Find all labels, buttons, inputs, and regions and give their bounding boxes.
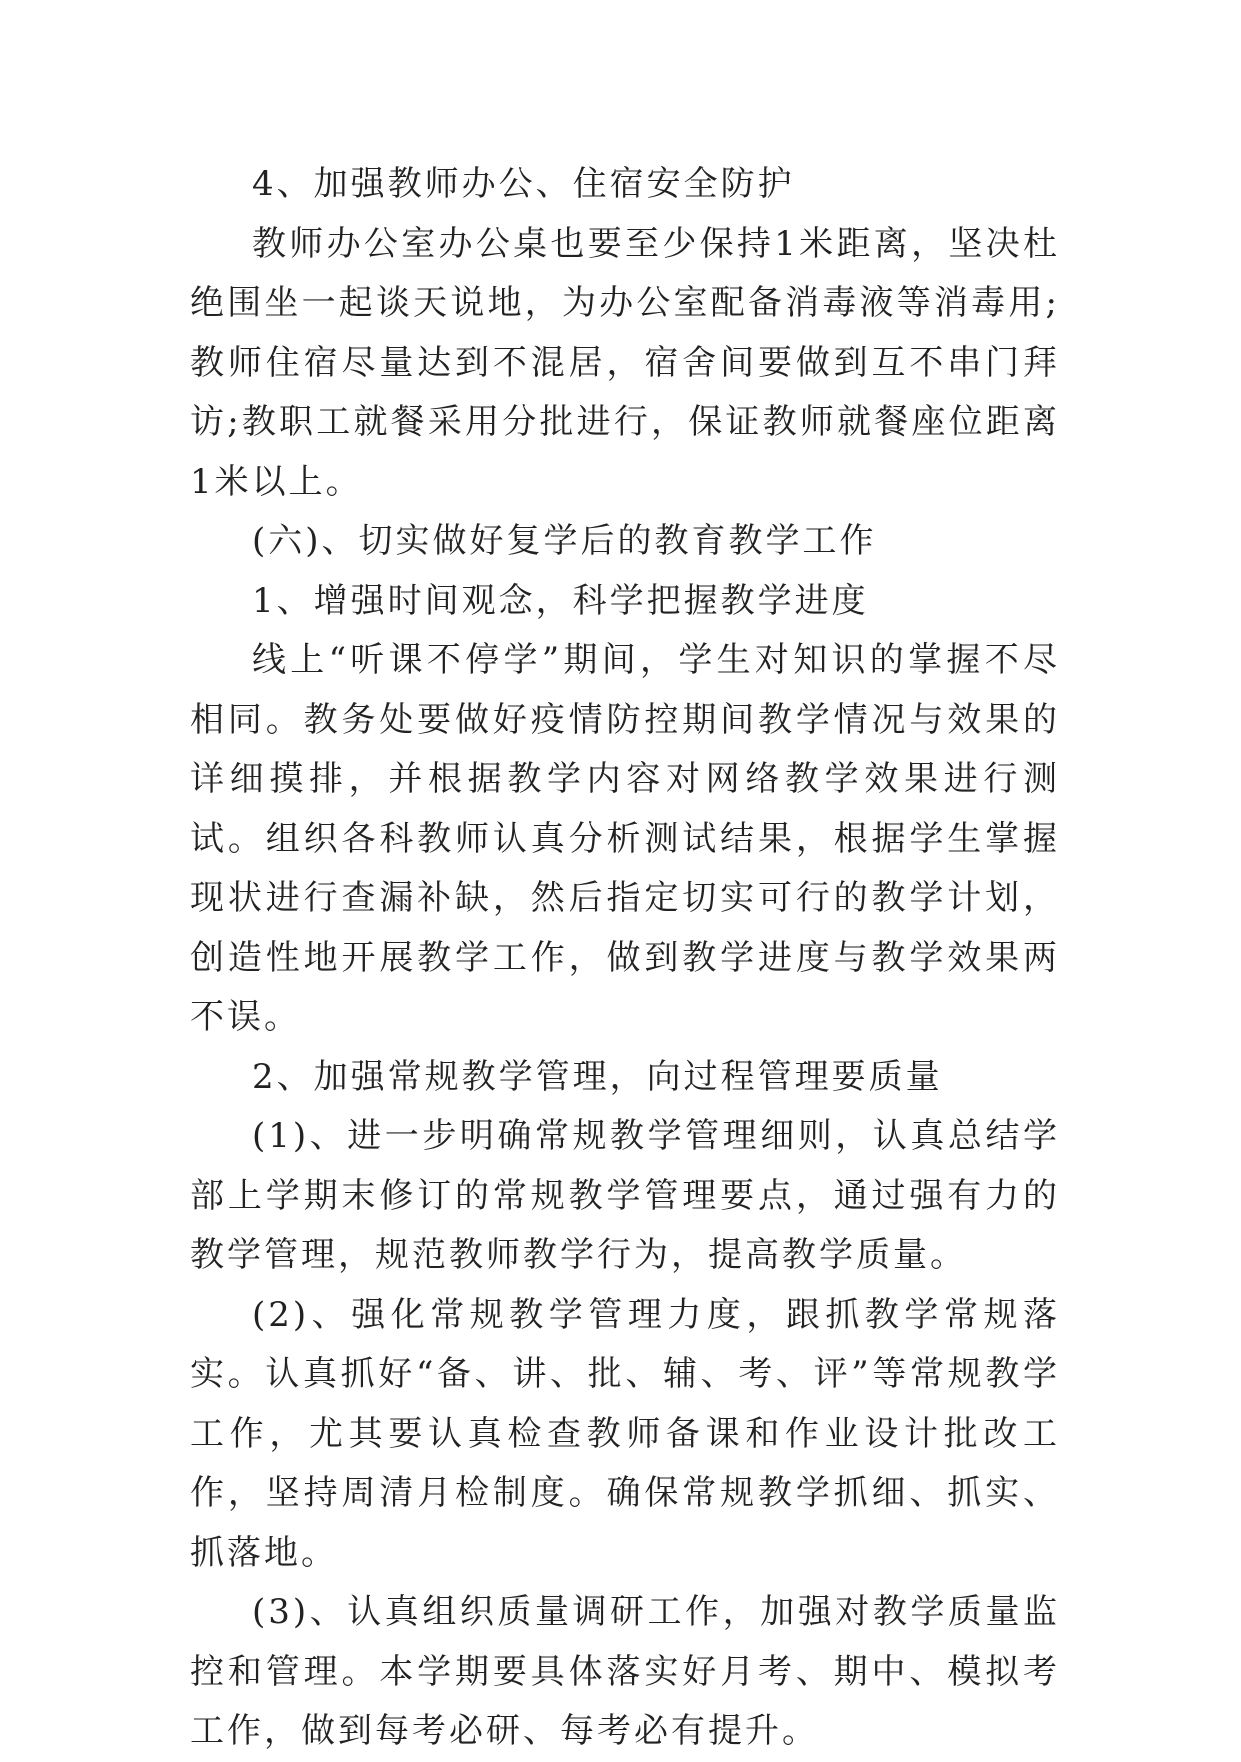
paragraph-item-2: (2)、强化常规教学管理力度，跟抓教学常规落实。认真抓好“备、讲、批、辅、考、评”等常规教学工作，尤其要认真检查教师备课和作业设计批改工作，坚持周清月检制度。确保常规教学抓细、抓实、抓落地。: [190, 1294, 1060, 1573]
heading-section-six: (六)、切实做好复学后的教育教学工作: [252, 521, 877, 561]
paragraph-teaching-progress: 线上“听课不停学”期间，学生对知识的掌握不尽相同。教务处要做好疫情防控期间教学情况与效果的详细摸排，并根据教学内容对网络教学效果进行测试。组织各科教师认真分析测试结果，根据学生掌握现状进行查漏补缺，然后指定切实可行的教学计划，创造性地开展教学工作，做到教学进度与教学效果两不误。: [190, 640, 1060, 1037]
paragraph-office-safety: 教师办公室办公桌也要至少保持1米距离，坚决杜绝围坐一起谈天说地，为办公室配备消毒液等消毒用;教师住宿尽量达到不混居，宿舍间要做到互不串门拜访;教职工就餐采用分批进行，保证教师就餐座位距离1米以上。: [190, 223, 1060, 502]
paragraph-item-3: (3)、认真组织质量调研工作，加强对教学质量监控和管理。本学期要具体落实好月考、期中、模拟考工作，做到每考必研、每考必有提升。: [190, 1592, 1060, 1751]
heading-1-time-concept: 1、增强时间观念，科学把握教学进度: [252, 580, 869, 621]
heading-4-safety: 4、加强教师办公、住宿安全防护: [252, 164, 795, 204]
document-body: [190, 155, 1060, 1762]
paragraph-item-1: (1)、进一步明确常规教学管理细则，认真总结学部上学期末修订的常规教学管理要点，通过强有力的教学管理，规范教师教学行为，提高教学质量。: [190, 1116, 1060, 1275]
heading-2-routine-management: 2、加强常规教学管理，向过程管理要质量: [252, 1056, 943, 1097]
